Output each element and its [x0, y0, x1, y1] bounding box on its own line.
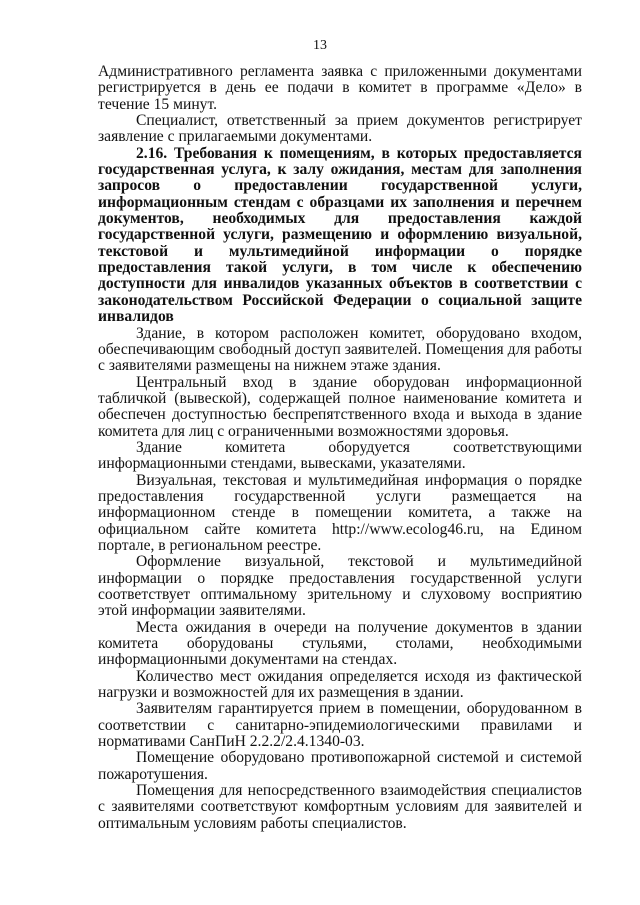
paragraph-information-stands: Здание комитета оборудуется соответствующими информационными стендами, вывесками, указателями.: [98, 438, 582, 473]
paragraph-building-entrance: Здание, в котором расположен комитет, оборудовано входом, обеспечивающим свободный доступ заявителей. Помещения для работы с заявителями размещены на нижнем этаже здания.: [98, 324, 582, 375]
paragraph-regulation-continuation: Административного регламента заявка с приложенными документами регистрируется в день ее подачи в комитет в программе «Дело» в течение 15 минут.: [98, 63, 582, 113]
paragraph-waiting-places: Места ожидания в очереди на получение документов в здании комитета оборудованы стульями, столами, необходимыми информационными документами на стендах.: [98, 618, 582, 669]
paragraph-central-entrance: Центральный вход в здание оборудован информационной табличкой (вывеской), содержащей полное наименование комитета и обеспечен доступностью беспрепятственного входа и выхода в здание комитета для лиц с ограниченными возможностями здоровья.: [98, 373, 582, 440]
paragraph-fire-safety: Помещение оборудовано противопожарной системой и системой пожаротушения.: [98, 749, 582, 783]
paragraph-visual-information: Визуальная, текстовая и мультимедийная информация о порядке предоставления государственной услуги размещается на информационном стенде в помещении комитета, а также на официальном сайте комитета http://www.ecolog46.ru, на Едином портале, в региональном реестре.: [98, 471, 582, 554]
paragraph-comfort-conditions: Помещения для непосредственного взаимодействия специалистов с заявителями соответствуют комфортным условиям для заявителей и оптимальным условиям работы специалистов.: [98, 782, 582, 832]
paragraph-information-design: Оформление визуальной, текстовой и мультимедийной информации о порядке предоставления государственной услуги соответствует оптимальному зрительному и слуховому восприятию этой информации заявителями.: [98, 553, 582, 620]
page-number: 13: [313, 38, 327, 53]
paragraph-registration: Специалист, ответственный за прием документов регистрирует заявление с прилагаемыми документами.: [98, 112, 582, 146]
section-heading-2-16: 2.16. Требования к помещениям, в которых предоставляется государственная услуга, к залу ожидания, местам для заполнения запросов о предоставлении государственной услуги, информационным стендам с образцами их заполнения и перечнем документов, необходимых для предоставления каждой государственной услуги, размещению и оформлению визуальной, текстовой и мультимедийной информации о порядке предоставления такой услуги, в том числе к обеспечению доступности для инвалидов указанных объектов в соответствии с законодательством Российской Федерации о социальной защите инвалидов: [98, 144, 582, 326]
paragraph-waiting-count: Количество мест ожидания определяется исходя из фактической нагрузки и возможностей для их размещения в здании.: [98, 667, 582, 702]
document-body: [98, 64, 582, 832]
paragraph-sanitary-norms: Заявителям гарантируется прием в помещении, оборудованном в соответствии с санитарно-эпидемиологическими правилами и нормативами СанПиН 2.2.2/2.4.1340-03.: [98, 700, 582, 751]
